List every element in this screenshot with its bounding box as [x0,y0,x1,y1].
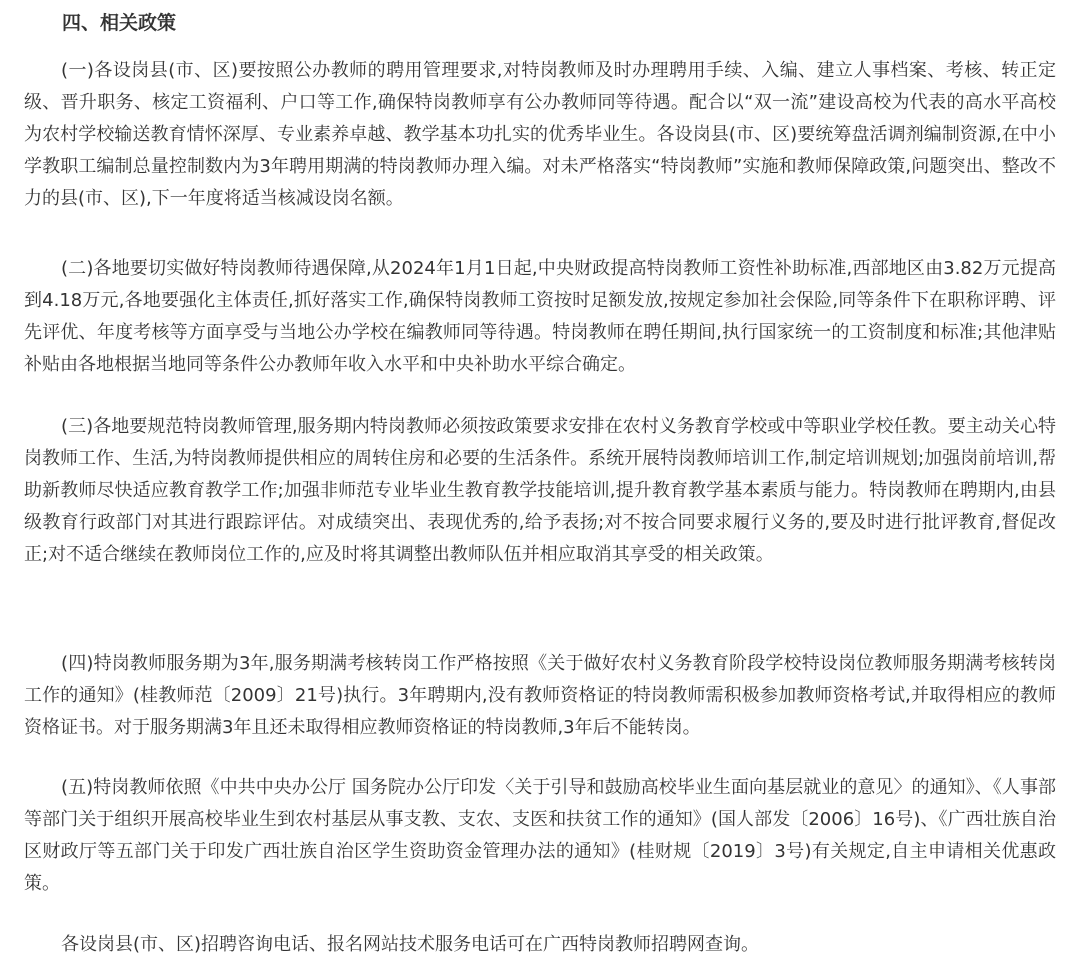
policy-paragraph-2: (二)各地要切实做好特岗教师待遇保障,从2024年1月1日起,中央财政提高特岗教师工资性补助标准,西部地区由3.82万元提高到4.18万元,各地要强化主体责任,抓好落实工作,确保特岗教师工资按时足额发放,按规定参加社会保险,同等条件下在职称评聘、评先评优、年度考核等方面享受与当地公办学校在编教师同等待遇。特岗教师在聘任期间,执行国家统一的工资制度和标准;其他津贴补贴由各地根据当地同等条件公办教师年收入水平和中央补助水平综合确定。 [24,258,1056,375]
policy-paragraph-5: (五)特岗教师依照《中共中央办公厅 国务院办公厅印发〈关于引导和鼓励高校毕业生面向基层就业的意见〉的通知》、《人事部等部门关于组织开展高校毕业生到农村基层从事支教、支农、支医和扶贫工作的通知》(国人部发〔2006〕16号)、《广西壮族自治区财政厅等五部门关于印发广西壮族自治区学生资助资金管理办法的通知》(桂财规〔2019〕3号)有关规定,自主申请相关优惠政策。 [24,777,1056,894]
policy-paragraph-4: (四)特岗教师服务期为3年,服务期满考核转岗工作严格按照《关于做好农村义务教育阶段学校特设岗位教师服务期满考核转岗工作的通知》(桂教师范〔2009〕21号)执行。3年聘期内,没有教师资格证的特岗教师需积极参加教师资格考试,并取得相应的教师资格证书。对于服务期满3年且还未取得相应教师资格证的特岗教师,3年后不能转岗。 [24,653,1056,738]
section-title: 四、相关政策 [62,12,177,34]
policy-paragraph-1: (一)各设岗县(市、区)要按照公办教师的聘用管理要求,对特岗教师及时办理聘用手续、入编、建立人事档案、考核、转正定级、晋升职务、核定工资福利、户口等工作,确保特岗教师享有公办教师同等待遇。配合以“双一流”建设高校为代表的高水平高校为农村学校输送教育情怀深厚、专业素养卓越、教学基本功扎实的优秀毕业生。各设岗县(市、区)要统筹盘活调剂编制资源,在中小学教职工编制总量控制数内为3年聘用期满的特岗教师办理入编。对未严格落实“特岗教师”实施和教师保障政策,问题突出、整改不力的县(市、区),下一年度将适当核减设岗名额。 [24,60,1056,209]
contact-note-paragraph: 各设岗县(市、区)招聘咨询电话、报名网站技术服务电话可在广西特岗教师招聘网查询。 [61,934,760,955]
policy-paragraph-3: (三)各地要规范特岗教师管理,服务期内特岗教师必须按政策要求安排在农村义务教育学校或中等职业学校任教。要主动关心特岗教师工作、生活,为特岗教师提供相应的周转住房和必要的生活条件。系统开展特岗教师培训工作,制定培训规划;加强岗前培训,帮助新教师尽快适应教育教学工作;加强非师范专业毕业生教育教学技能培训,提升教育教学基本素质与能力。特岗教师在聘期内,由县级教育行政部门对其进行跟踪评估。对成绩突出、表现优秀的,给予表扬;对不按合同要求履行义务的,要及时进行批评教育,督促改正;对不适合继续在教师岗位工作的,应及时将其调整出教师队伍并相应取消其享受的相关政策。 [24,416,1056,565]
